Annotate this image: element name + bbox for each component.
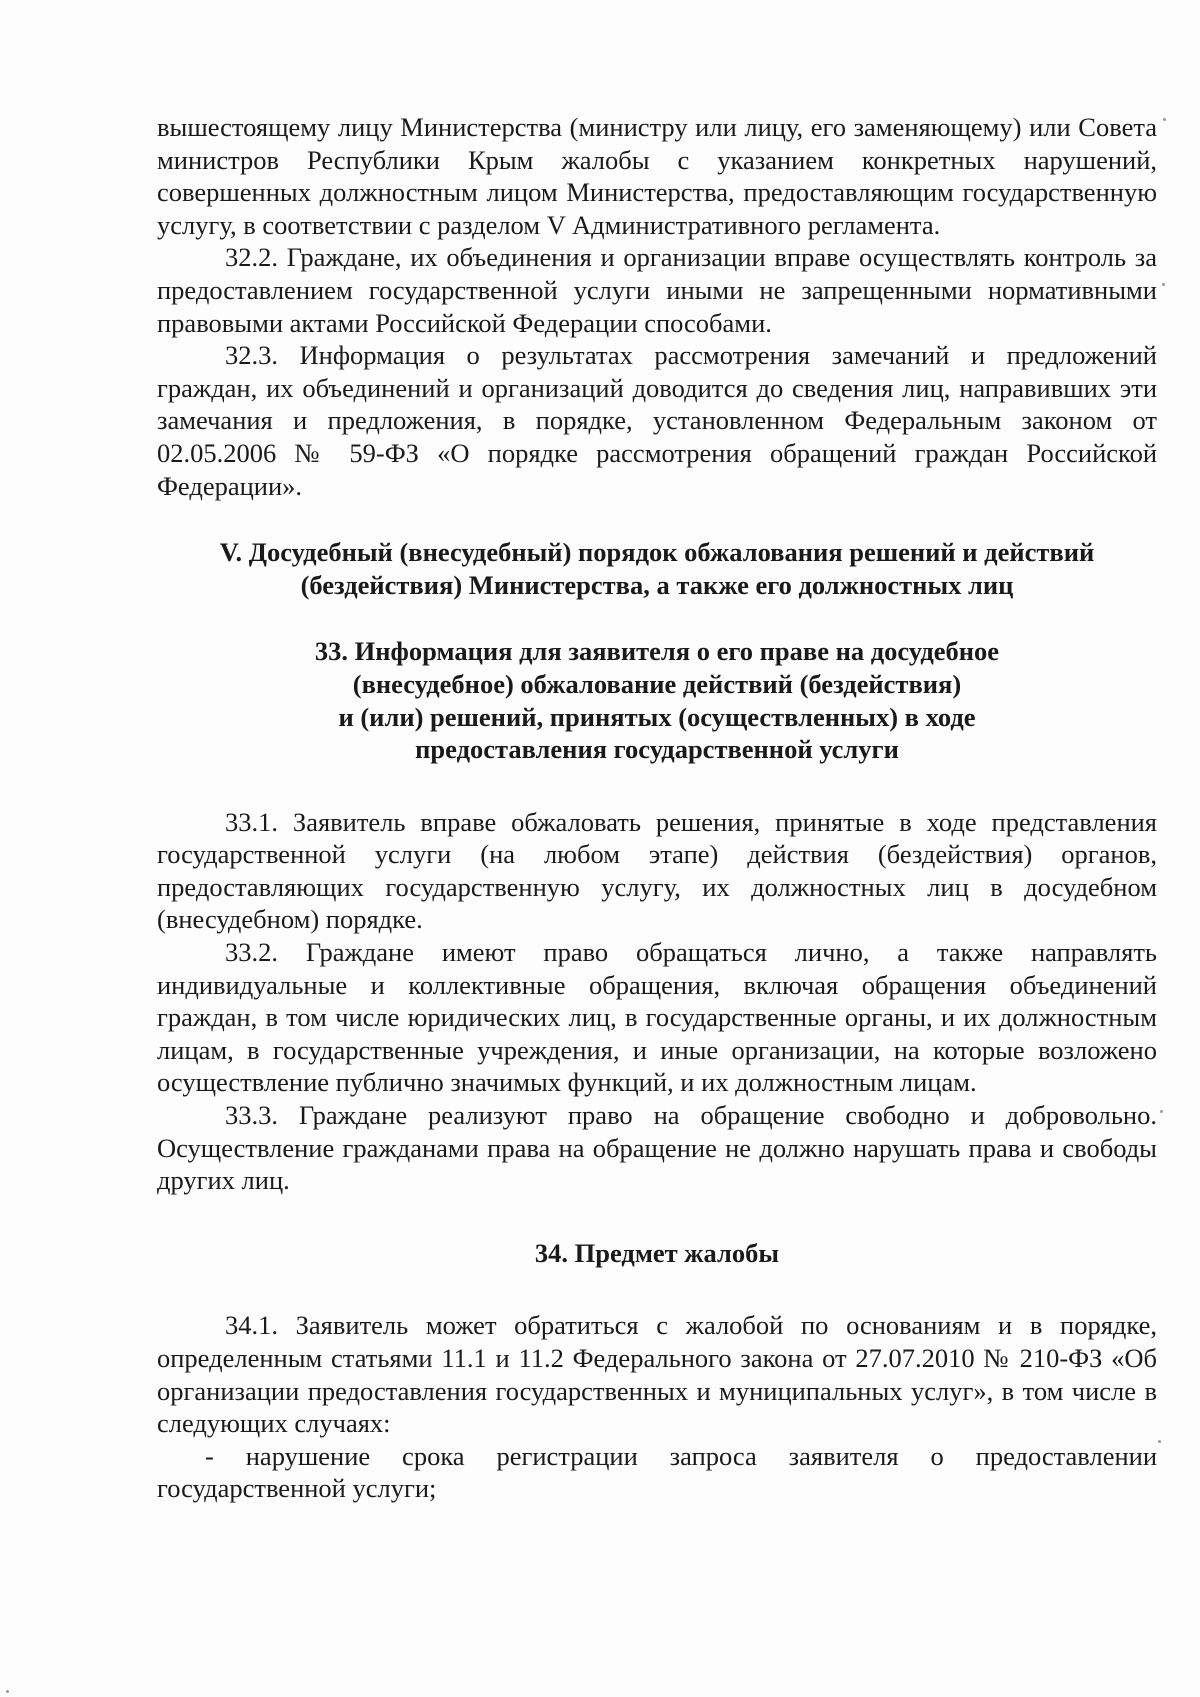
scan-speck	[1163, 118, 1166, 121]
paragraph-34-1: 34.1. Заявитель может обратиться с жалобой по основаниям и в порядке, определенным статьями 11.1 и 11.2 Федерального закона от 27.07.2010 № 210-ФЗ «Об организации предоставления государственных и муниципальных услуг», в том числе в следующих случаях:	[157, 1310, 1157, 1439]
paragraph-32-3: 32.3. Информация о результатах рассмотрения замечаний и предложений граждан, их объединений и организаций доводится до сведения лиц, направивших эти замечания и предложения, в порядке, установленном Федеральным законом от 02.05.2006 № 59-ФЗ «О порядке рассмотрения обращений граждан Российской Федерации».	[157, 340, 1157, 501]
section-v-heading-line: V. Досудебный (внесудебный) порядок обжалования решений и действий	[219, 537, 1095, 568]
paragraph-33-3: 33.3. Граждане реализуют право на обращение свободно и добровольно. Осуществление гражданами права на обращение не должно нарушать права и свободы других лиц.	[157, 1100, 1157, 1196]
section-34-heading: 34. Предмет жалобы	[534, 1237, 780, 1268]
section-33-heading	[157, 635, 1157, 765]
scan-speck	[1162, 283, 1165, 286]
paragraph-32-2: 32.2. Граждане, их объединения и организации вправе осуществлять контроль за предоставлением государственной услуги иными не запрещенными нормативными правовыми актами Российской Федерации способами.	[157, 242, 1157, 338]
document-body	[157, 111, 1157, 1505]
section-33-heading-line: 33. Информация для заявителя о его праве на досудебное	[314, 636, 1000, 667]
section-v-heading	[157, 536, 1157, 601]
section-33-heading-line: (внесудебное) обжалование действий (бездействия)	[352, 668, 962, 699]
section-33-heading-line: и (или) решений, принятых (осуществленных) в ходе	[338, 701, 976, 732]
section-v-heading-line: (бездействия) Министерства, а также его должностных лиц	[300, 569, 1014, 600]
paragraph-continuation: вышестоящему лицу Министерства (министру или лицу, его заменяющему) или Совета министров Республики Крым жалобы с указанием конкретных нарушений, совершенных должностным лицом Министерства, предоставляющим государственную услугу, в соответствии с разделом V Административного регламента.	[157, 112, 1157, 240]
paragraph-33-1: 33.1. Заявитель вправе обжаловать решения, принятые в ходе представления государственной услуги (на любом этапе) действия (бездействия) органов, предоставляющих государственную услугу, их должностных лиц в досудебном (внесудебном) порядке.	[157, 806, 1157, 935]
scan-speck	[1158, 1440, 1161, 1443]
paragraph-33-2: 33.2. Граждане имеют право обращаться лично, а также направлять индивидуальные и коллективные обращения, включая обращения объединений граждан, в том числе юридических лиц, в государственные органы, и их должностным лицам, в государственные учреждения, и иные организации, на которые возложено осуществление публично значимых функций, и их должностным лицам.	[157, 937, 1157, 1098]
list-item: - нарушение срока регистрации запроса заявителя о предоставлении государственной услуги;	[157, 1440, 1157, 1504]
scan-speck	[6, 1690, 9, 1693]
section-33-heading-line: предоставления государственной услуги	[415, 734, 899, 765]
scan-speck	[1160, 1110, 1163, 1113]
